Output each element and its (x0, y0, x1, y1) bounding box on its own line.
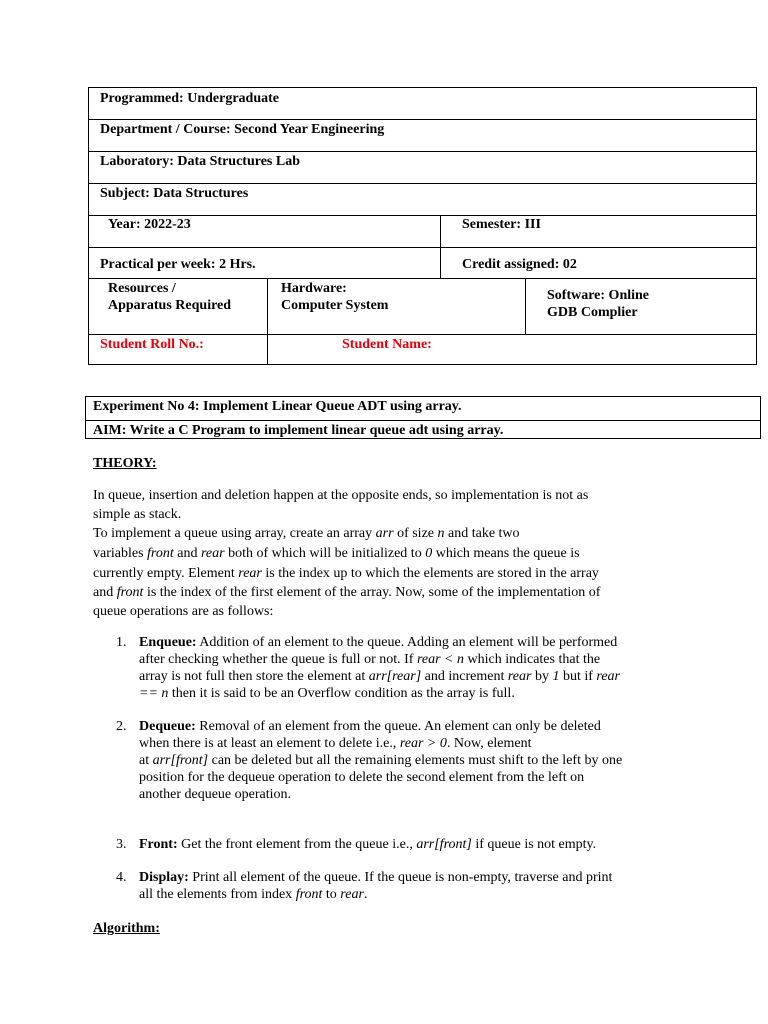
list-item-line: another dequeue operation. (139, 787, 291, 802)
list-item-line: at arr[front] can be deleted but all the remaining elements must shift to the left by one (139, 753, 623, 768)
resources-cell-line1: Resources / (108, 281, 176, 296)
list-item-line: == n then it is said to be an Overflow condition as the array is full. (139, 686, 515, 701)
list-item-number: 1. (116, 635, 127, 650)
list-item-number: 4. (116, 870, 127, 885)
practical-cell: Practical per week: 2 Hrs. (100, 257, 256, 272)
software-cell-line2: GDB Complier (547, 305, 638, 320)
theory-paragraph-line: queue operations are as follows: (93, 604, 274, 619)
theory-paragraph-line: In queue, insertion and deletion happen at the opposite ends, so implementation is not as (93, 488, 589, 503)
list-item: Enqueue: Addition of an element to the queue. Adding an element will be performed (139, 635, 618, 650)
theory-paragraph-line: variables front and rear both of which will be initialized to 0 which means the queue is (93, 546, 580, 561)
list-item-number: 2. (116, 719, 127, 734)
hardware-cell-line2: Computer System (281, 298, 389, 313)
list-item-line: all the elements from index front to rear. (139, 887, 368, 902)
list-item-number: 3. (116, 837, 127, 852)
list-item-line: position for the dequeue operation to delete the second element from the left on (139, 770, 585, 785)
programmed-cell: Programmed: Undergraduate (100, 91, 279, 106)
department-cell: Department / Course: Second Year Engineering (100, 122, 385, 137)
resources-cell-line2: Apparatus Required (108, 298, 232, 313)
hardware-cell-line1: Hardware: (281, 281, 347, 296)
subject-cell: Subject: Data Structures (100, 186, 249, 201)
theory-heading: THEORY: (93, 456, 157, 471)
theory-paragraph-line: simple as stack. (93, 507, 182, 522)
list-item: Dequeue: Removal of an element from the queue. An element can only be deleted (139, 719, 601, 734)
year-cell: Year: 2022-23 (108, 217, 191, 232)
software-cell-line1: Software: Online (547, 288, 650, 303)
algorithm-heading: Algorithm: (93, 921, 160, 936)
theory-paragraph-line: currently empty. Element rear is the index up to which the elements are stored in the array (93, 566, 599, 581)
student-name-cell: Student Name: (342, 337, 432, 352)
roll-no-cell: Student Roll No.: (100, 337, 204, 352)
list-item-line: after checking whether the queue is full or not. If rear < n which indicates that the (139, 652, 601, 667)
theory-paragraph-line: and front is the index of the first element of the array. Now, some of the implementation of (93, 585, 601, 600)
laboratory-cell: Laboratory: Data Structures Lab (100, 154, 301, 169)
list-item: Front: Get the front element from the queue i.e., arr[front] if queue is not empty. (139, 837, 597, 852)
experiment-aim: AIM: Write a C Program to implement linear queue adt using array. (93, 423, 504, 438)
semester-cell: Semester: III (462, 217, 541, 232)
credit-cell: Credit assigned: 02 (462, 257, 577, 272)
list-item: Display: Print all element of the queue. If the queue is non-empty, traverse and print (139, 870, 613, 885)
list-item-line: array is not full then store the element at arr[rear] and increment rear by 1 but if rear (139, 669, 620, 684)
experiment-title: Experiment No 4: Implement Linear Queue ADT using array. (93, 399, 462, 414)
list-item-line: when there is at least an element to delete i.e., rear > 0. Now, element (139, 736, 532, 751)
theory-paragraph-line: To implement a queue using array, create an array arr of size n and take two (93, 526, 520, 541)
